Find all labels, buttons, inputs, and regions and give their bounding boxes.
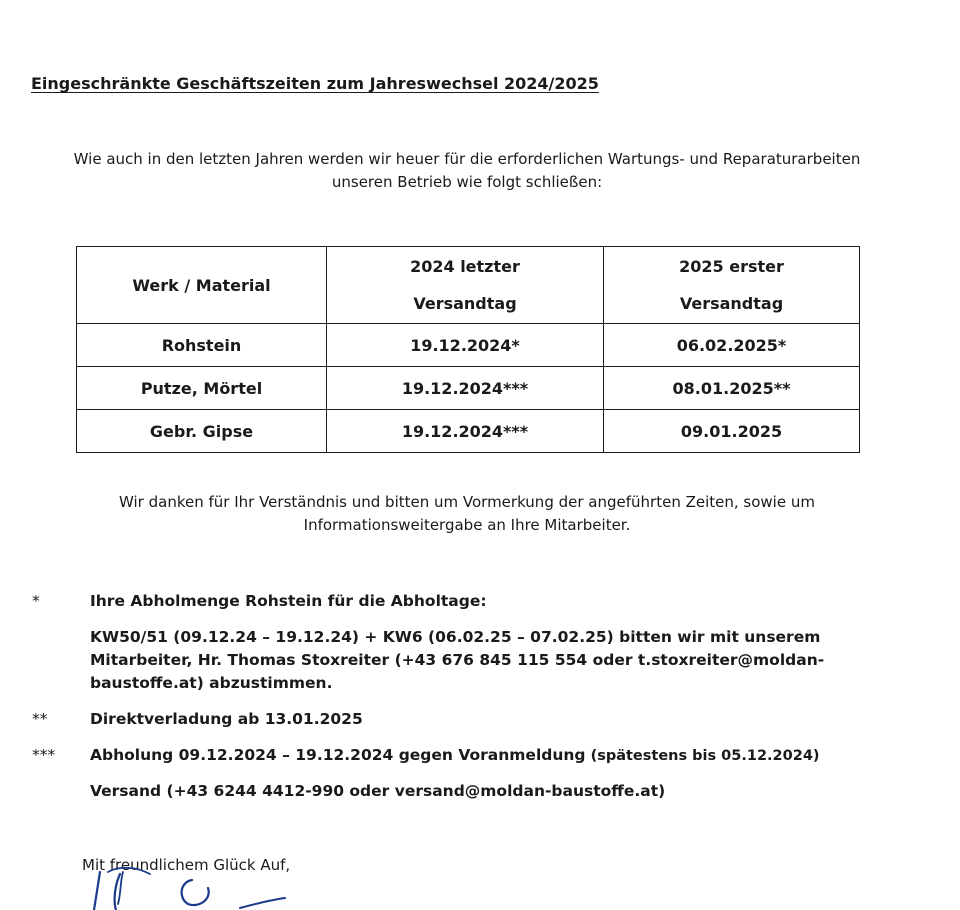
note-3-contact (90, 780, 665, 803)
note-text: Abholung 09.12.2024 – 19.12.2024 gegen Voranmeldung (spätestens bis 05.12.2024) (90, 746, 820, 764)
closing-paragraph (0, 491, 934, 537)
note-1-body (90, 626, 824, 695)
cell-last-2024: 19.12.2024*** (327, 367, 604, 410)
note-contact-line: Versand (+43 6244 4412-990 oder versand@moldan-baustoffe.at) (90, 782, 666, 800)
closing-line: Informationsweitergabe an Ihre Mitarbeiter. (303, 516, 631, 534)
table-header-row (77, 247, 860, 324)
note-body-line: KW50/51 (09.12.24 – 19.12.24) + KW6 (06.02.25 – 07.02.25) bitten wir mit unserem (90, 628, 821, 646)
intro-paragraph (0, 148, 934, 194)
table-row (77, 367, 860, 410)
header-first-shipping-2025: 2025 erster Versandtag (604, 247, 860, 324)
table-row (77, 410, 860, 453)
cell-material: Gebr. Gipse (77, 410, 327, 453)
cell-last-2024: 19.12.2024* (327, 324, 604, 367)
table-row (77, 324, 860, 367)
cell-last-2024: 19.12.2024*** (327, 410, 604, 453)
note-marker: *** (32, 746, 56, 764)
header-last-shipping-2024: 2024 letzter Versandtag (327, 247, 604, 324)
note-suffix: (spätestens bis 05.12.2024) (585, 748, 820, 764)
greeting: Mit freundlichem Glück Auf, (82, 856, 291, 874)
cell-first-2025: 09.01.2025 (604, 410, 860, 453)
schedule-table (76, 246, 860, 453)
note-marker: ** (32, 710, 48, 728)
cell-first-2025: 06.02.2025* (604, 324, 860, 367)
intro-line: unseren Betrieb wie folgt schließen: (331, 173, 603, 191)
note-text: Direktverladung ab 13.01.2025 (90, 710, 363, 728)
cell-material: Putze, Mörtel (77, 367, 327, 410)
signature (80, 860, 300, 910)
note-body-line: Mitarbeiter, Hr. Thomas Stoxreiter (+43 676 845 115 554 oder t.stoxreiter@moldan- (90, 651, 825, 669)
closing-line: Wir danken für Ihr Verständnis und bitten um Vormerkung der angeführten Zeiten, sowie um (119, 493, 815, 511)
intro-line: Wie auch in den letzten Jahren werden wir heuer für die erforderlichen Wartungs- und Reparaturarbeiten (73, 150, 861, 168)
cell-material: Rohstein (77, 324, 327, 367)
header-material: Werk / Material (77, 247, 327, 324)
note-body-line: baustoffe.at) abzustimmen. (90, 674, 333, 692)
cell-first-2025: 08.01.2025** (604, 367, 860, 410)
page-title: Eingeschränkte Geschäftszeiten zum Jahreswechsel 2024/2025 (31, 74, 599, 93)
note-marker: * (32, 592, 40, 610)
note-heading: Ihre Abholmenge Rohstein für die Abholtage: (90, 592, 487, 610)
